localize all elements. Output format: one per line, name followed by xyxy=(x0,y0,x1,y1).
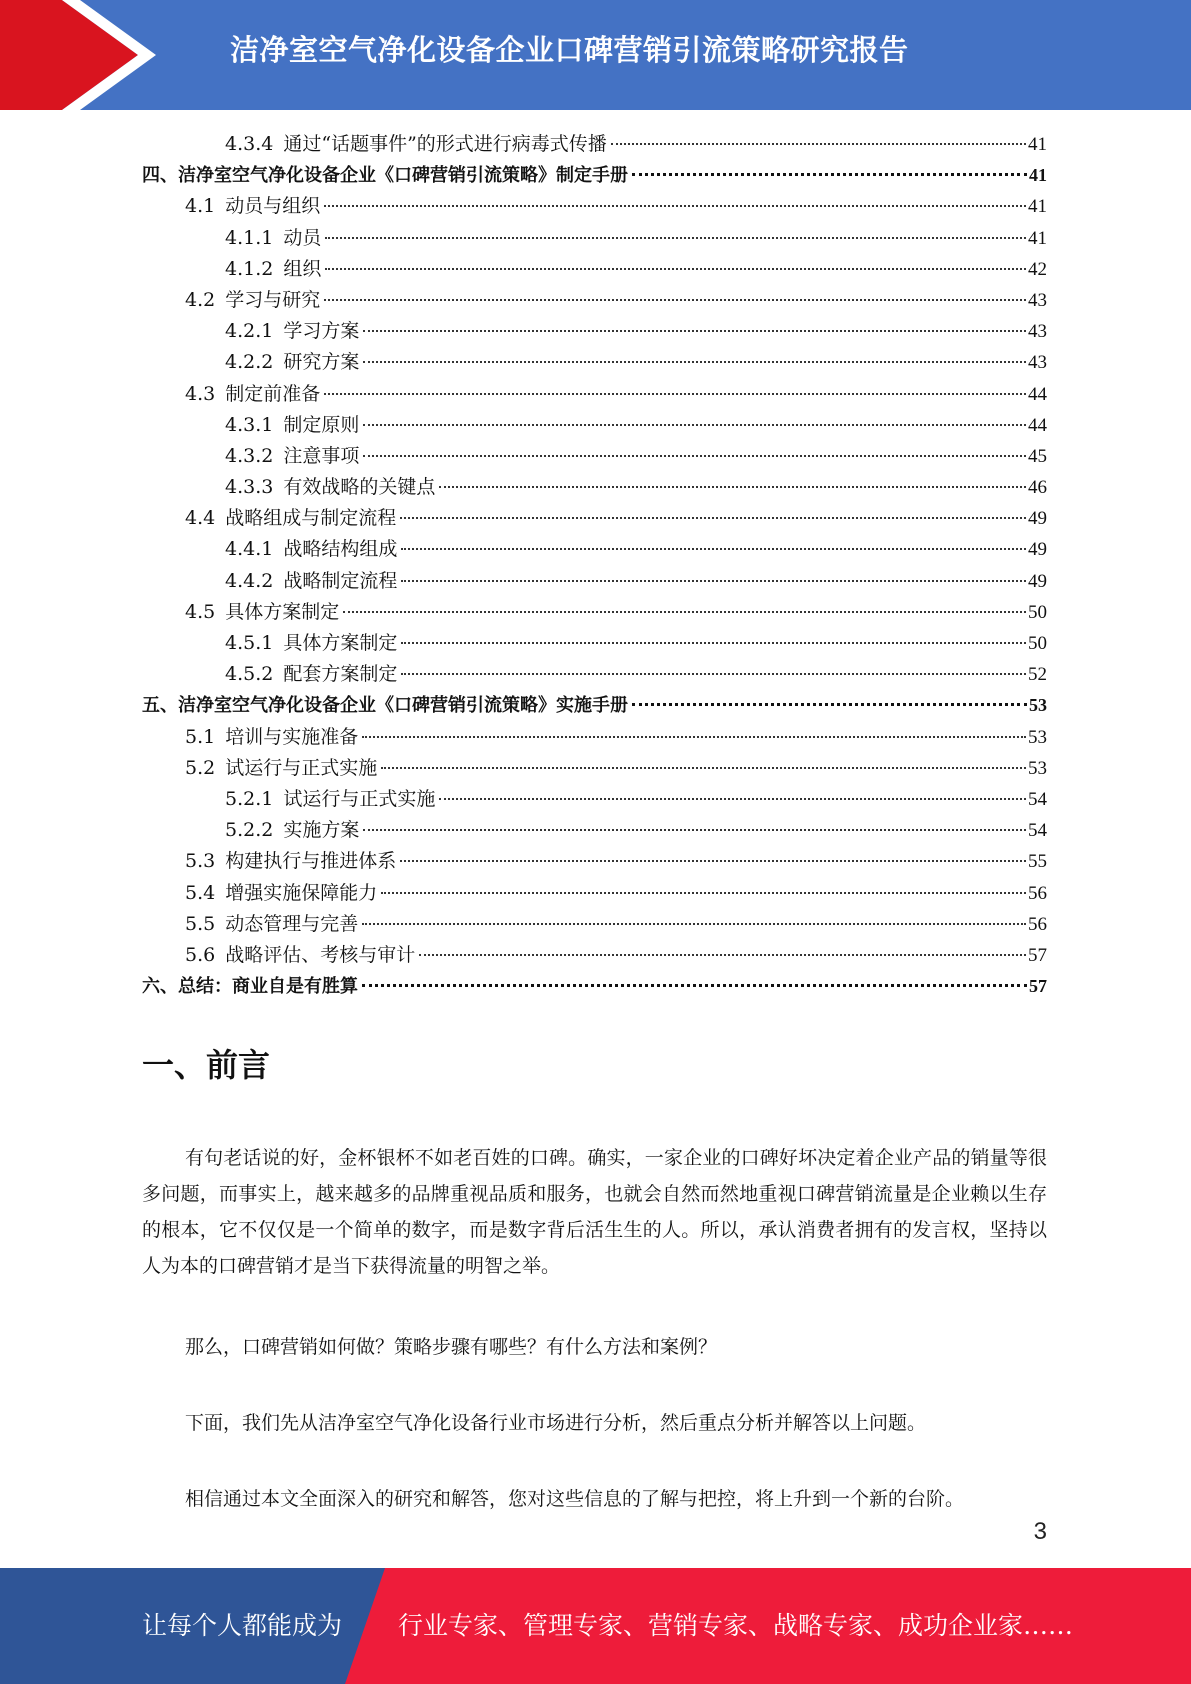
toc-page-number: 46 xyxy=(1028,477,1047,499)
toc-dot-leader xyxy=(363,330,1026,332)
toc-number: 5.2.1 xyxy=(225,787,274,810)
toc-number: 4.1 xyxy=(185,195,216,218)
toc-dot-leader xyxy=(439,486,1026,488)
toc-entry[interactable] xyxy=(142,316,1047,347)
toc-title: 战略组成与制定流程 xyxy=(225,507,397,530)
toc-dot-leader xyxy=(363,829,1026,831)
toc-title: 实施方案 xyxy=(283,819,360,842)
toc-title: 有效战略的关键点 xyxy=(283,476,436,499)
header-banner xyxy=(0,0,1191,110)
toc-dot-leader xyxy=(401,548,1026,550)
toc-number: 5.1 xyxy=(185,725,216,748)
toc-entry[interactable] xyxy=(142,129,1047,160)
toc-page-number: 49 xyxy=(1028,508,1047,530)
toc-number: 4.3.3 xyxy=(225,476,274,499)
toc-entry[interactable] xyxy=(142,753,1047,784)
toc-page-number: 54 xyxy=(1028,820,1047,842)
toc-title: 制定原则 xyxy=(283,413,360,436)
toc-page-number: 56 xyxy=(1028,882,1047,904)
toc-dot-leader xyxy=(381,892,1026,894)
toc-entry[interactable] xyxy=(142,503,1047,534)
toc-entry[interactable] xyxy=(142,846,1047,877)
toc-title: 洁净室空气净化设备企业《口碑营销引流策略》实施手册 xyxy=(178,695,628,717)
toc-page-number: 53 xyxy=(1028,726,1047,748)
toc-entry[interactable] xyxy=(142,909,1047,940)
toc-dot-leader xyxy=(362,736,1026,738)
toc-entry[interactable] xyxy=(142,223,1047,254)
plan-paragraph: 下面，我们先从洁净室空气净化设备行业市场进行分析，然后重点分析并解答以上问题。 xyxy=(185,1412,927,1434)
toc-number: 六、 xyxy=(142,976,178,998)
toc-title: 动员与组织 xyxy=(225,195,321,218)
toc-dot-leader xyxy=(401,642,1026,644)
toc-entry[interactable] xyxy=(142,379,1047,410)
footer-slogan: 让每个人都能成为 xyxy=(142,1611,343,1640)
toc-page-number: 54 xyxy=(1028,788,1047,810)
toc-dot-leader xyxy=(324,393,1026,395)
footer-banner xyxy=(0,1568,1191,1684)
toc-page-number: 41 xyxy=(1028,196,1047,218)
page-number: 3 xyxy=(1033,1518,1047,1545)
toc-entry[interactable] xyxy=(142,347,1047,378)
toc-number: 4.2.1 xyxy=(225,320,274,343)
toc-title: 研究方案 xyxy=(283,351,360,374)
toc-page-number: 43 xyxy=(1028,289,1047,311)
toc-number: 4.5 xyxy=(185,600,216,623)
footer-roles: 行业专家、管理专家、营销专家、战略专家、成功企业家…… xyxy=(398,1611,1074,1640)
toc-entry[interactable] xyxy=(142,597,1047,628)
table-of-contents xyxy=(142,129,1047,1002)
toc-number: 4.3.1 xyxy=(225,413,274,436)
toc-title: 培训与实施准备 xyxy=(225,725,359,748)
toc-page-number: 53 xyxy=(1029,695,1047,716)
toc-entry[interactable] xyxy=(142,441,1047,472)
toc-dot-leader xyxy=(325,268,1026,270)
toc-dot-leader xyxy=(325,237,1026,239)
toc-dot-leader xyxy=(363,361,1026,363)
toc-number: 5.2.2 xyxy=(225,819,274,842)
toc-page-number: 43 xyxy=(1028,321,1047,343)
toc-page-number: 53 xyxy=(1028,757,1047,779)
toc-title: 具体方案制定 xyxy=(225,600,340,623)
toc-number: 4.4.2 xyxy=(225,569,274,592)
toc-page-number: 57 xyxy=(1028,944,1047,966)
toc-entry[interactable] xyxy=(142,472,1047,503)
toc-page-number: 42 xyxy=(1028,258,1047,280)
toc-page-number: 45 xyxy=(1028,445,1047,467)
toc-dot-leader xyxy=(439,798,1026,800)
toc-title: 学习与研究 xyxy=(225,288,321,311)
toc-number: 4.2 xyxy=(185,288,216,311)
toc-title: 通过“话题事件”的形式进行病毒式传播 xyxy=(283,133,607,155)
toc-page-number: 56 xyxy=(1028,913,1047,935)
toc-dot-leader xyxy=(362,984,1027,987)
toc-number: 4.3.4 xyxy=(225,133,274,155)
toc-entry[interactable] xyxy=(142,566,1047,597)
toc-title: 试运行与正式实施 xyxy=(225,756,378,779)
toc-entry[interactable] xyxy=(142,940,1047,971)
toc-entry[interactable] xyxy=(142,254,1047,285)
toc-dot-leader xyxy=(363,424,1026,426)
toc-dot-leader xyxy=(343,611,1026,613)
toc-title: 具体方案制定 xyxy=(283,632,398,654)
toc-entry[interactable] xyxy=(142,534,1047,565)
toc-title: 动态管理与完善 xyxy=(225,912,359,935)
toc-number: 4.3 xyxy=(185,382,216,405)
toc-number: 五、 xyxy=(142,695,178,717)
toc-number: 4.5.1 xyxy=(225,632,274,654)
toc-number: 4.2.2 xyxy=(225,351,274,374)
toc-number: 5.6 xyxy=(185,943,216,966)
toc-number: 4.3.2 xyxy=(225,444,274,467)
toc-number: 4.4.1 xyxy=(225,538,274,561)
toc-title: 战略结构组成 xyxy=(283,538,398,561)
toc-dot-leader xyxy=(632,703,1027,706)
toc-entry[interactable] xyxy=(142,971,1047,1002)
toc-entry[interactable] xyxy=(142,722,1047,753)
toc-page-number: 43 xyxy=(1028,352,1047,374)
toc-page-number: 50 xyxy=(1028,601,1047,623)
toc-number: 4.4 xyxy=(185,507,216,530)
toc-page-number: 50 xyxy=(1028,633,1047,654)
closing-paragraph: 相信通过本文全面深入的研究和解答，您对这些信息的了解与把控，将上升到一个新的台阶。 xyxy=(185,1488,965,1510)
toc-title: 动员 xyxy=(283,226,322,249)
toc-page-number: 41 xyxy=(1029,165,1047,186)
toc-entry[interactable] xyxy=(142,191,1047,222)
toc-dot-leader xyxy=(611,143,1026,145)
toc-number: 5.3 xyxy=(185,850,216,873)
toc-title: 战略制定流程 xyxy=(283,569,398,592)
toc-dot-leader xyxy=(324,299,1026,301)
toc-dot-leader xyxy=(363,455,1026,457)
toc-entry[interactable] xyxy=(142,815,1047,846)
toc-entry[interactable] xyxy=(142,410,1047,441)
toc-dot-leader xyxy=(362,923,1026,925)
toc-dot-leader xyxy=(401,673,1026,675)
toc-title: 制定前准备 xyxy=(225,382,321,405)
toc-title: 配套方案制定 xyxy=(283,663,398,686)
toc-title: 学习方案 xyxy=(283,320,360,343)
toc-entry[interactable] xyxy=(142,628,1047,659)
toc-entry[interactable] xyxy=(142,690,1047,721)
toc-page-number: 49 xyxy=(1028,570,1047,592)
toc-number: 5.2 xyxy=(185,756,216,779)
toc-title: 注意事项 xyxy=(283,444,360,467)
toc-dot-leader xyxy=(632,173,1027,176)
toc-number: 5.4 xyxy=(185,881,216,904)
toc-entry[interactable] xyxy=(142,285,1047,316)
toc-title: 洁净室空气净化设备企业《口碑营销引流策略》制定手册 xyxy=(178,165,628,187)
toc-title: 战略评估、考核与审计 xyxy=(225,943,416,966)
toc-number: 5.5 xyxy=(185,912,216,935)
section-heading: 一、前言 xyxy=(142,1046,271,1084)
toc-title: 总结：商业自是有胜算 xyxy=(178,976,358,998)
toc-number: 4.1.1 xyxy=(225,226,274,249)
toc-page-number: 44 xyxy=(1028,383,1047,405)
toc-entry[interactable] xyxy=(142,160,1047,191)
toc-page-number: 41 xyxy=(1028,227,1047,249)
toc-entry[interactable] xyxy=(142,878,1047,909)
toc-page-number: 49 xyxy=(1028,539,1047,561)
toc-entry[interactable] xyxy=(142,659,1047,690)
report-title: 洁净室空气净化设备企业口碑营销引流策略研究报告 xyxy=(230,33,909,67)
toc-dot-leader xyxy=(401,580,1026,582)
toc-number: 4.5.2 xyxy=(225,663,274,686)
toc-page-number: 57 xyxy=(1029,976,1047,997)
toc-title: 组织 xyxy=(283,257,322,280)
toc-page-number: 52 xyxy=(1028,664,1047,686)
toc-title: 构建执行与推进体系 xyxy=(225,850,397,873)
toc-dot-leader xyxy=(324,205,1026,207)
toc-page-number: 55 xyxy=(1028,851,1047,873)
toc-number: 四、 xyxy=(142,165,178,187)
toc-dot-leader xyxy=(419,954,1026,956)
question-paragraph: 那么，口碑营销如何做？策略步骤有哪些？有什么方法和案例？ xyxy=(185,1336,718,1358)
toc-title: 试运行与正式实施 xyxy=(283,787,436,810)
intro-paragraph: 有句老话说的好，金杯银杯不如老百姓的口碑。确实，一家企业的口碑好坏决定着企业产品的销量等很多问题，而事实上，越来越多的品牌重视品质和服务，也就会自然而然地重视口碑营销流量是企业赖以生存的根本，它不仅仅是一个简单的数字，而是数字背后活生生的人。所以，承认消费者拥有的发言权，坚持以人为本的口碑营销才是当下获得流量的明智之举。 xyxy=(142,1147,1047,1277)
toc-entry[interactable] xyxy=(142,784,1047,815)
toc-dot-leader xyxy=(400,517,1026,519)
toc-number: 4.1.2 xyxy=(225,257,274,280)
toc-title: 增强实施保障能力 xyxy=(225,881,378,904)
toc-dot-leader xyxy=(400,860,1026,862)
toc-page-number: 44 xyxy=(1028,414,1047,436)
toc-dot-leader xyxy=(381,767,1026,769)
toc-page-number: 41 xyxy=(1028,134,1047,155)
